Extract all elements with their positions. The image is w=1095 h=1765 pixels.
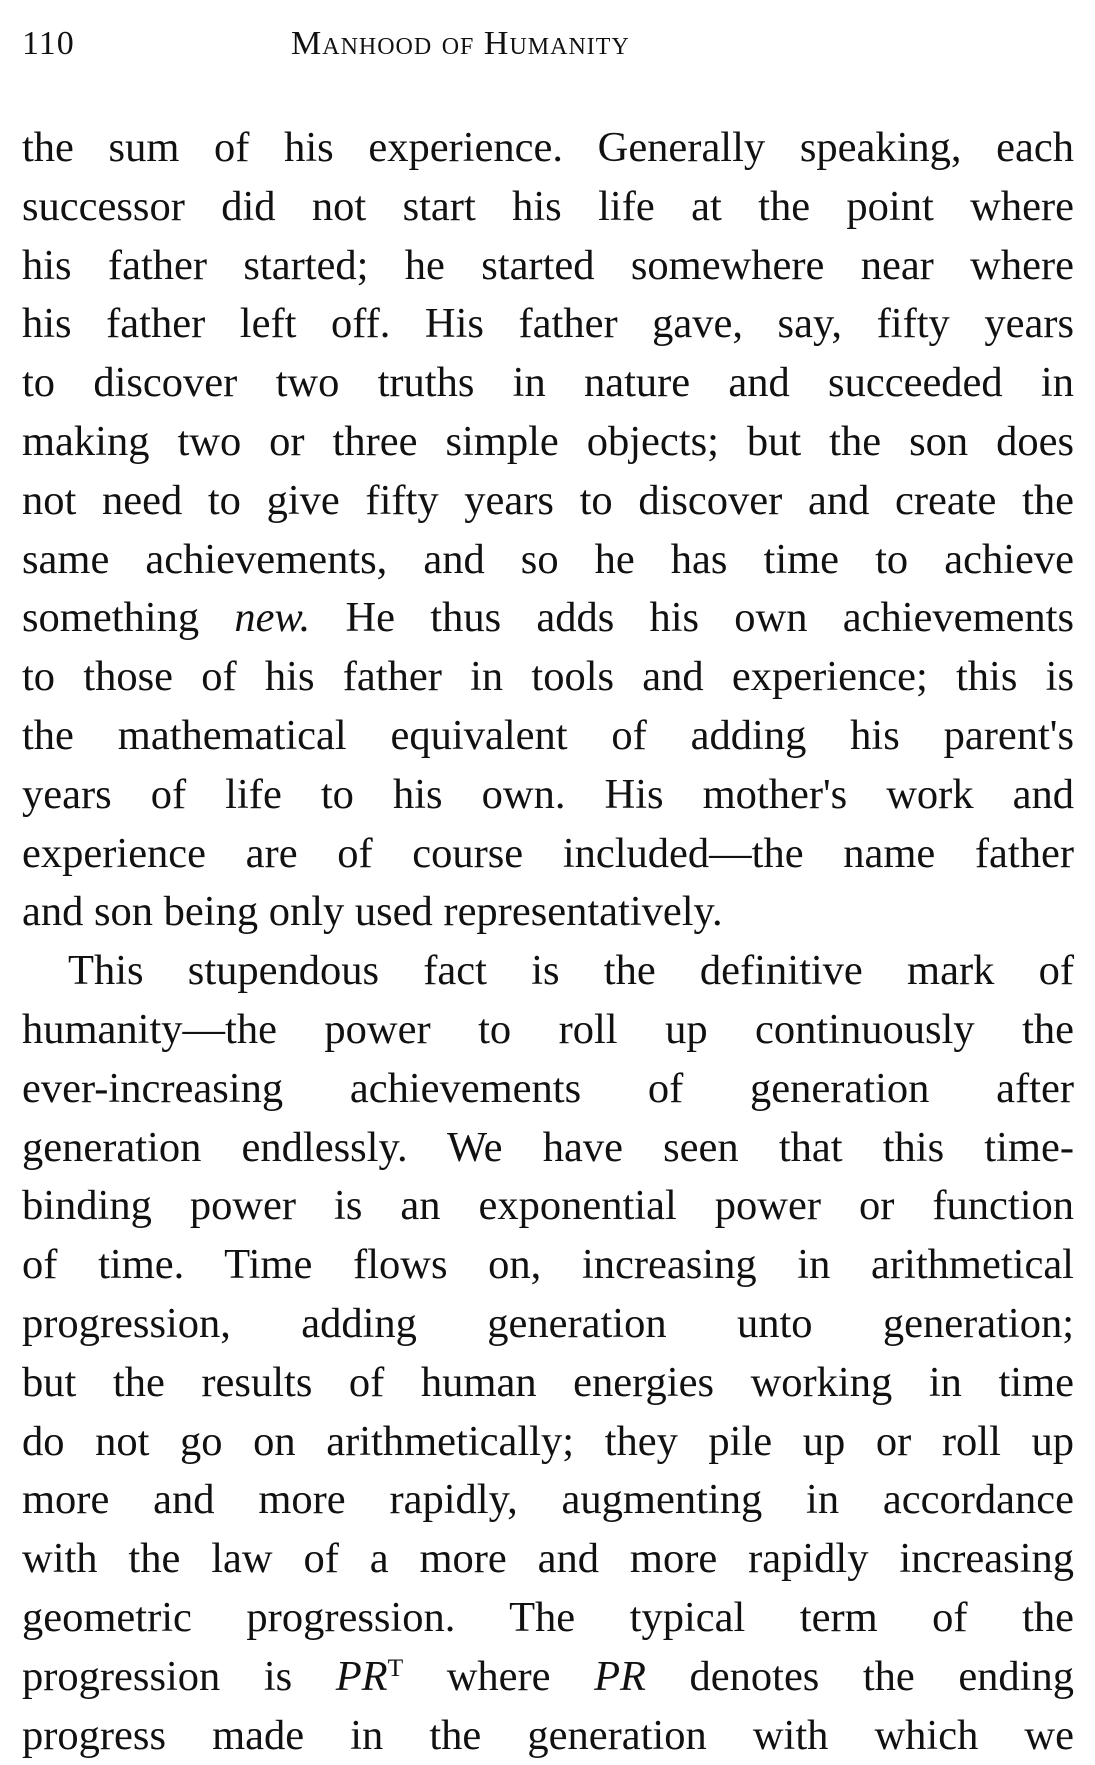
text-line: the mathematical equivalent of adding his parent's <box>22 711 1074 759</box>
page-number: 110 <box>22 25 75 62</box>
text-line: making two or three simple objects; but the son does <box>22 417 1074 465</box>
text-line: of time. Time flows on, increasing in arithmetical <box>22 1241 1074 1289</box>
italic-emphasis: new. <box>234 594 311 642</box>
text-line <box>22 589 1074 648</box>
text-line <box>22 1648 1074 1707</box>
text-line: to discover two truths in nature and succeeded in <box>22 359 1074 407</box>
page-header <box>22 20 1074 68</box>
text-line: his father left off. His father gave, say, fifty years <box>22 300 1074 348</box>
text-line: binding power is an exponential power or function <box>22 1182 1074 1230</box>
text-line: do not go on arithmetically; they pile up or roll up <box>22 1417 1074 1465</box>
text-line: This stupendous fact is the definitive mark of <box>68 947 1074 995</box>
text-line: ever-increasing achievements of generation after <box>22 1064 1074 1112</box>
text-line: and son being only used representatively. <box>22 888 723 936</box>
paragraph-2 <box>22 942 1074 1765</box>
text-line: the sum of his experience. Generally speaking, each <box>22 124 1074 171</box>
formula-base: PR <box>335 1652 388 1700</box>
text-line: with the law of a more and more rapidly increasing <box>22 1535 1074 1583</box>
text-line: experience are of course included—the name father <box>22 829 1074 877</box>
text-line: his father started; he started somewhere near where <box>22 241 1074 289</box>
formula-symbol: PR <box>594 1652 646 1700</box>
text-run: where <box>403 1652 595 1700</box>
text-line: but the results of human energies working in time <box>22 1358 1074 1406</box>
running-title: Manhood of Humanity <box>291 25 630 62</box>
text-line: more and more rapidly, augmenting in accordance <box>22 1476 1074 1524</box>
text-line: successor did not start his life at the point where <box>22 182 1074 230</box>
book-page <box>22 20 1074 1765</box>
text-line: same achievements, and so he has time to achieve <box>22 535 1074 583</box>
paragraph-1 <box>22 119 1074 942</box>
text-run: He thus adds his own achievements <box>310 594 1074 642</box>
text-line: to those of his father in tools and experience; this is <box>22 653 1074 701</box>
text-line: progression, adding generation unto generation; <box>22 1299 1074 1347</box>
text-line: geometric progression. The typical term of the <box>22 1593 1074 1641</box>
text-line: progress made in the generation with which we <box>22 1711 1074 1759</box>
text-run: something <box>22 594 235 642</box>
text-line: humanity—the power to roll up continuously the <box>22 1005 1074 1053</box>
body-text <box>22 119 1074 1765</box>
formula-exponent: T <box>387 1652 404 1682</box>
text-run: progression is <box>22 1652 336 1700</box>
text-line: generation endlessly. We have seen that this time- <box>22 1123 1074 1171</box>
text-line: not need to give fifty years to discover and create the <box>22 476 1074 524</box>
text-line: years of life to his own. His mother's work and <box>22 770 1074 818</box>
text-run: denotes the ending <box>646 1652 1074 1700</box>
